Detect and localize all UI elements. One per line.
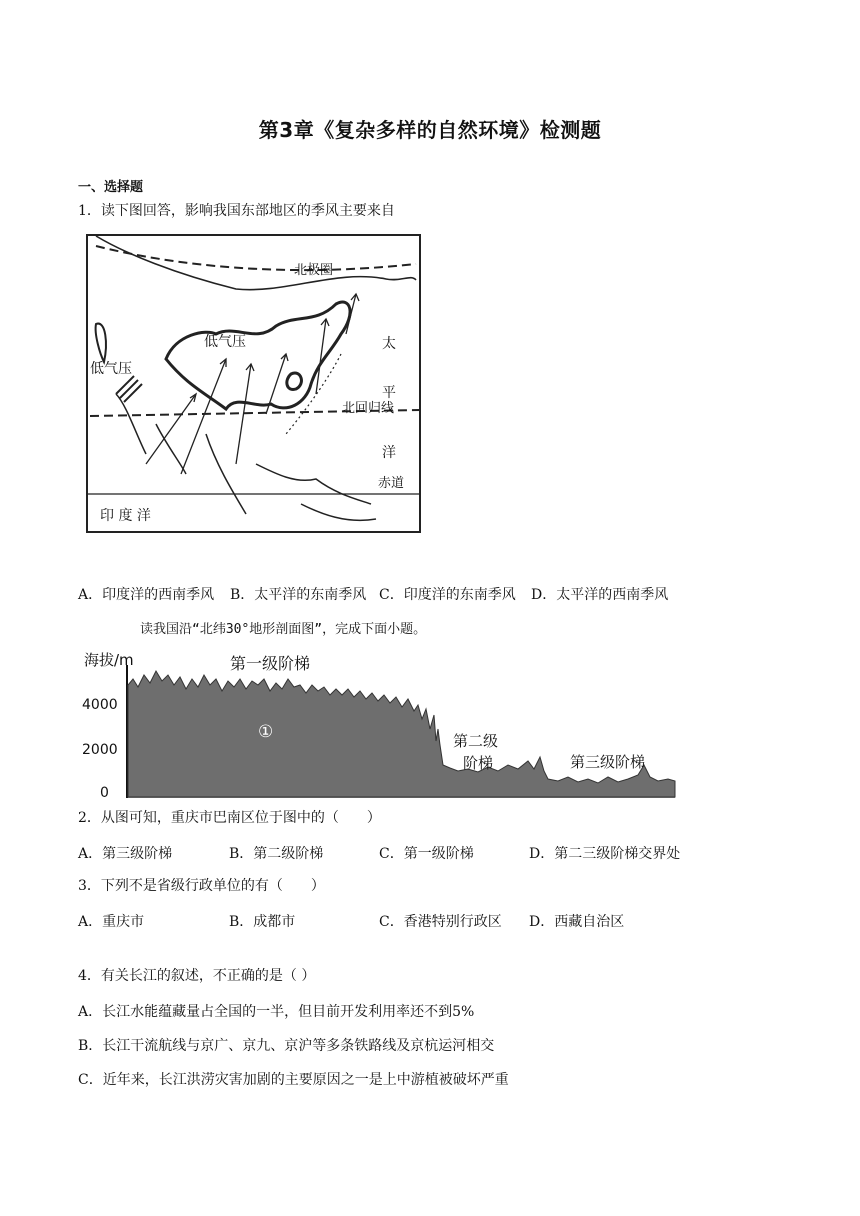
equator-label: 赤道: [378, 476, 405, 491]
q1-option-c: C．印度洋的东南季风: [379, 587, 516, 603]
profile-y-label: 海拔/m: [84, 651, 134, 669]
q4-option-c: C．近年来，长江洪涝灾害加剧的主要原因之一是上中游植被破坏严重: [78, 1072, 509, 1088]
pacific-label-tai: 太: [382, 336, 396, 352]
tropic-label: 北回归线: [342, 401, 395, 416]
step-1-label: 第一级阶梯: [230, 654, 311, 673]
monsoon-map: [86, 234, 422, 534]
question-3-stem: 3．下列不是省级行政单位的有（ ）: [78, 878, 325, 894]
q1-option-d: D．太平洋的西南季风: [531, 587, 669, 603]
q4-option-a: A．长江水能蕴藏量占全国的一半，但目前开发利用率还不到5%: [78, 1004, 475, 1020]
step-2-label-line1: 第二级: [453, 732, 499, 750]
pacific-label-yang: 洋: [382, 445, 396, 461]
question-4-stem: 4．有关长江的叙述，不正确的是（ ）: [78, 968, 316, 984]
indian-ocean-label: 印 度 洋: [100, 508, 151, 524]
q2-option-b: B．第二级阶梯: [229, 846, 324, 862]
q3-option-a: A．重庆市: [78, 914, 145, 930]
q2-option-a: A．第三级阶梯: [78, 846, 173, 862]
pacific-label-ping: 平: [382, 385, 396, 401]
q3-option-b: B．成都市: [229, 914, 296, 930]
q4-option-b: B．长江干流航线与京广、京九、京沪等多条铁路线及京杭运河相交: [78, 1038, 495, 1054]
q1-option-b: B．太平洋的东南季风: [230, 587, 367, 603]
region-marker: ①: [258, 722, 274, 742]
q3-option-d: D．西藏自治区: [529, 914, 625, 930]
tick-2000: 2000: [82, 742, 118, 758]
profile-intro: 读我国沿“北纬30°地形剖面图”，完成下面小题。: [140, 622, 427, 637]
page-title: 第3章《复杂多样的自然环境》检测题: [258, 118, 602, 142]
low-pressure-label-2: 低气压: [90, 361, 132, 377]
q1-option-a: A．印度洋的西南季风: [78, 587, 215, 603]
q2-option-d: D．第二三级阶梯交界处: [529, 846, 681, 862]
question-1-stem: 1．读下图回答，影响我国东部地区的季风主要来自: [78, 203, 395, 219]
question-2-stem: 2．从图可知，重庆市巴南区位于图中的（ ）: [78, 810, 381, 826]
step-2-label-line2: 阶梯: [463, 754, 494, 772]
q2-option-c: C．第一级阶梯: [379, 846, 474, 862]
section-heading: 一、选择题: [78, 180, 144, 195]
q3-option-c: C．香港特别行政区: [379, 914, 502, 930]
low-pressure-label-1: 低气压: [204, 334, 246, 350]
tick-4000: 4000: [82, 697, 118, 713]
tick-0: 0: [100, 785, 109, 799]
terrain-profile: [78, 645, 676, 799]
step-3-label: 第三级阶梯: [570, 753, 646, 771]
arctic-circle-label: 北极圈: [294, 263, 334, 278]
